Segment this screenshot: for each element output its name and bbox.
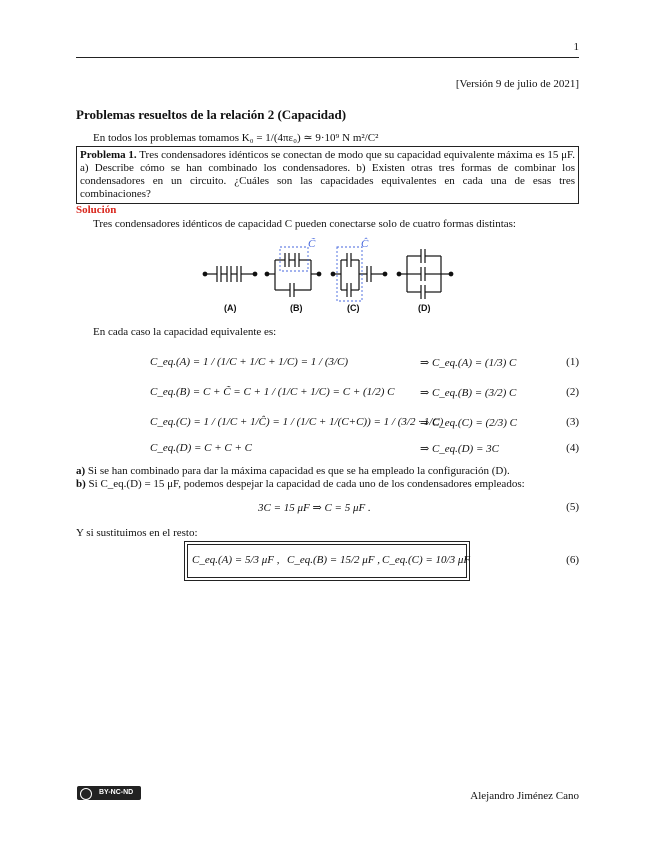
answer-b	[76, 478, 525, 490]
equation-6-part-a: C_eq.(A) = 5/3 μF ,	[192, 554, 280, 566]
equation-6-part-c: C_eq.(C) = 10/3 μF	[382, 554, 471, 566]
equation-3-number: (3)	[566, 416, 579, 428]
circuit-label-c: (C)	[347, 303, 360, 313]
circuit-label-d: (D)	[418, 303, 431, 313]
hat-c-label: Ĉ	[361, 238, 369, 250]
equation-1-number: (1)	[566, 356, 579, 368]
equation-1-lhs: C_eq.(A) = 1 / (1/C + 1/C + 1/C) = 1 / (3/C)	[150, 356, 349, 368]
problem-box	[76, 146, 579, 204]
circuit-c	[331, 253, 387, 297]
equation-3-rhs: ⇒ C_eq.(C) = (2/3) C	[420, 417, 517, 429]
page-number: 1	[573, 41, 579, 53]
equation-5-number: (5)	[566, 501, 579, 513]
problem-text: Tres condensadores idénticos se conectan de modo que su capacidad equivalente máxima es 15 μF. a) Describe cómo se han combinado los condensadores. b) Existen otras tres formas de combinar los condensadores en un circuito. ¿Cuáles son las capacidades equivalentes en cada una de esas tres combinaciones?	[80, 149, 576, 200]
header-rule	[76, 57, 579, 58]
solution-label: Solución	[76, 204, 117, 216]
author-name: Alejandro Jiménez Cano	[470, 790, 579, 802]
circuit-label-b: (B)	[290, 303, 303, 313]
equation-5: 3C = 15 μF ⇒ C = 5 μF .	[258, 502, 371, 514]
answer-a-label: a)	[76, 465, 86, 477]
circuit-d	[397, 249, 453, 299]
license-text: BY-NC-ND	[99, 789, 134, 796]
circuit-a	[203, 266, 257, 282]
equation-4-rhs: ⇒ C_eq.(D) = 3C	[420, 443, 499, 455]
circuit-b	[265, 253, 321, 297]
creative-commons-icon	[80, 788, 92, 800]
section-title: Problemas resueltos de la relación 2 (Capacidad)	[76, 107, 347, 122]
answer-b-text: Si C_eq.(D) = 15 μF, podemos despejar la capacidad de cada uno de los condensadores empleados:	[88, 478, 525, 490]
equation-4-lhs: C_eq.(D) = C + C + C	[150, 442, 253, 454]
equation-2-lhs: C_eq.(B) = C + C̃ = C + 1 / (1/C + 1/C) = C + (1/2) C	[150, 386, 395, 398]
tilde-c-label: C̃	[308, 238, 316, 250]
version-note: [Versión 9 de julio de 2021]	[455, 78, 579, 90]
equation-2-rhs: ⇒ C_eq.(B) = (3/2) C	[420, 387, 517, 399]
answer-a	[76, 465, 510, 477]
equation-6-number: (6)	[566, 554, 579, 566]
circuit-label-a: (A)	[224, 303, 237, 313]
equation-2-number: (2)	[566, 386, 579, 398]
substitute-text: Y si sustituimos en el resto:	[76, 527, 198, 539]
cc-license-badge	[77, 786, 141, 800]
equation-3-lhs: C_eq.(C) = 1 / (1/C + 1/Ĉ) = 1 / (1/C + 1/(C+C)) = 1 / (3/2 · 1/C)	[150, 416, 444, 428]
solution-text: Tres condensadores idénticos de capacidad C pueden conectarse solo de cuatro formas distintas:	[93, 218, 516, 230]
answer-b-label: b)	[76, 478, 86, 490]
problem-label: Problema 1.	[80, 149, 137, 161]
equation-1-rhs: ⇒ C_eq.(A) = (1/3) C	[420, 357, 517, 369]
intro-constant: En todos los problemas tomamos K₀ = 1/(4πε₀) ≃ 9·10⁹ N m²/C²	[93, 132, 379, 144]
equation-4-number: (4)	[566, 442, 579, 454]
equation-6-part-b: C_eq.(B) = 15/2 μF ,	[287, 554, 380, 566]
equations-intro: En cada caso la capacidad equivalente es:	[93, 326, 277, 338]
answer-a-text: Si se han combinado para dar la máxima capacidad es que se ha empleado la configuración (D).	[87, 465, 510, 477]
